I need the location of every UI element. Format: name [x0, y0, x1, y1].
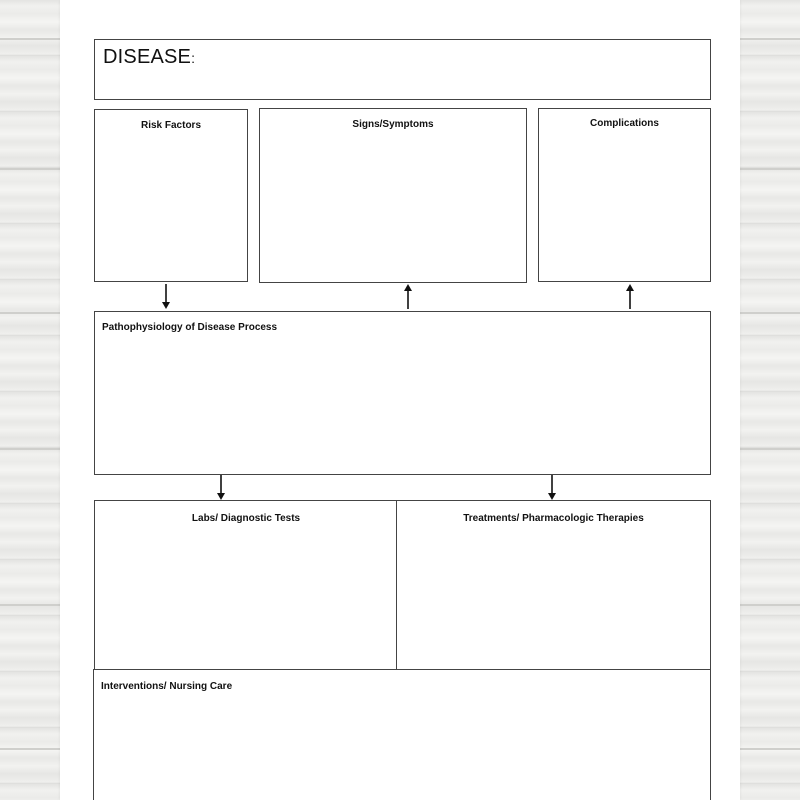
treatments-box[interactable] [396, 500, 711, 672]
arrow-down-icon [547, 475, 557, 501]
pathophysiology-label: Pathophysiology of Disease Process [102, 322, 278, 333]
labs-diagnostic-label: Labs/ Diagnostic Tests [191, 513, 301, 524]
arrow-down-icon [216, 475, 226, 501]
disease-title [103, 46, 195, 69]
treatments-label: Treatments/ Pharmacologic Therapies [463, 513, 644, 524]
risk-factors-box[interactable] [94, 109, 248, 282]
worksheet-page [60, 0, 740, 800]
risk-factors-label: Risk Factors [140, 120, 202, 131]
disease-label: DISEASE [103, 46, 192, 68]
labs-diagnostic-box[interactable] [94, 500, 398, 672]
signs-symptoms-box[interactable] [259, 108, 527, 283]
pathophysiology-box[interactable] [94, 311, 711, 475]
disease-field[interactable] [94, 39, 711, 100]
signs-symptoms-label: Signs/Symptoms [352, 119, 434, 130]
complications-label: Complications [590, 118, 659, 129]
arrow-up-icon [625, 283, 635, 309]
complications-box[interactable] [538, 108, 711, 282]
interventions-box[interactable] [93, 669, 711, 800]
disease-colon: : [191, 50, 196, 66]
arrow-up-icon [403, 283, 413, 309]
interventions-label: Interventions/ Nursing Care [101, 681, 233, 692]
arrow-down-icon [161, 284, 171, 310]
